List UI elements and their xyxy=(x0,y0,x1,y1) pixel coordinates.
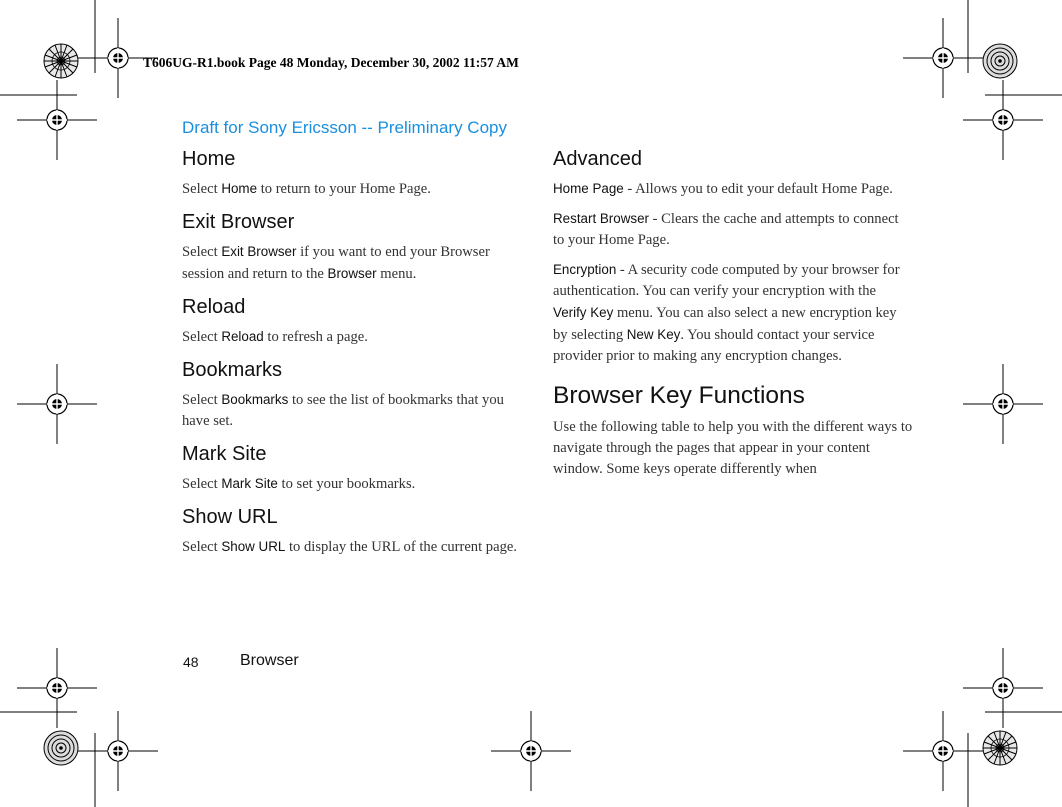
keyword-exit-browser: Exit Browser xyxy=(221,244,297,259)
heading-show-url: Show URL xyxy=(182,506,278,528)
keyword-restart-browser: Restart Browser xyxy=(553,211,649,226)
keyword-encryption: Encryption xyxy=(553,262,617,277)
heading-advanced: Advanced xyxy=(553,148,642,170)
book-header-line: T606UG-R1.book Page 48 Monday, December 30, 2002 11:57 AM xyxy=(143,55,519,70)
heading-bookmarks: Bookmarks xyxy=(182,359,283,381)
keyword-reload: Reload xyxy=(221,329,264,344)
paragraph-mark-site: Select Mark Site to set your bookmarks. xyxy=(182,476,416,492)
left-column xyxy=(182,146,527,558)
paragraph-bookmarks: Select Bookmarks to see the list of bookmarks that you have set. xyxy=(182,392,504,429)
keyword-mark-site: Mark Site xyxy=(221,476,278,491)
paragraph-home-page: Home Page - Allows you to edit your default Home Page. xyxy=(553,181,893,197)
heading-home: Home xyxy=(182,148,236,170)
keyword-verify-key: Verify Key xyxy=(553,305,614,320)
keyword-bookmarks: Bookmarks xyxy=(221,392,289,407)
page-number: 48 xyxy=(183,654,199,670)
paragraph-key-functions: Use the following table to help you with the different ways to navigate through the pages that appear in your content window. Some keys operate differently when xyxy=(553,419,913,477)
paragraph-show-url: Select Show URL to display the URL of the current page. xyxy=(182,539,518,555)
paragraph-exit-browser: Select Exit Browser if you want to end your Browser session and return to the Browser menu. xyxy=(182,244,490,282)
keyword-browser: Browser xyxy=(327,266,377,281)
paragraph-encryption: Encryption - A security code computed by your browser for authentication. You can verify your encryption with the Verify Key menu. You can also select a new encryption key by selecting New Key. You should contact your service provider prior to making any encryption changes. xyxy=(553,262,900,364)
keyword-new-key: New Key xyxy=(626,327,681,342)
paragraph-reload: Select Reload to refresh a page. xyxy=(182,329,368,345)
keyword-show-url: Show URL xyxy=(221,539,286,554)
footer-section-title: Browser xyxy=(240,652,299,669)
right-column xyxy=(553,146,913,480)
paragraph-restart-browser: Restart Browser - Clears the cache and attempts to connect to your Home Page. xyxy=(553,211,899,248)
heading-reload: Reload xyxy=(182,296,246,318)
heading-mark-site: Mark Site xyxy=(182,443,267,465)
heading-browser-key-functions: Browser Key Functions xyxy=(553,382,805,409)
keyword-home: Home xyxy=(221,181,258,196)
heading-exit-browser: Exit Browser xyxy=(182,211,295,233)
keyword-home-page: Home Page xyxy=(553,181,624,196)
paragraph-home: Select Home to return to your Home Page. xyxy=(182,181,431,197)
draft-notice: Draft for Sony Ericsson -- Preliminary Copy xyxy=(182,118,507,137)
